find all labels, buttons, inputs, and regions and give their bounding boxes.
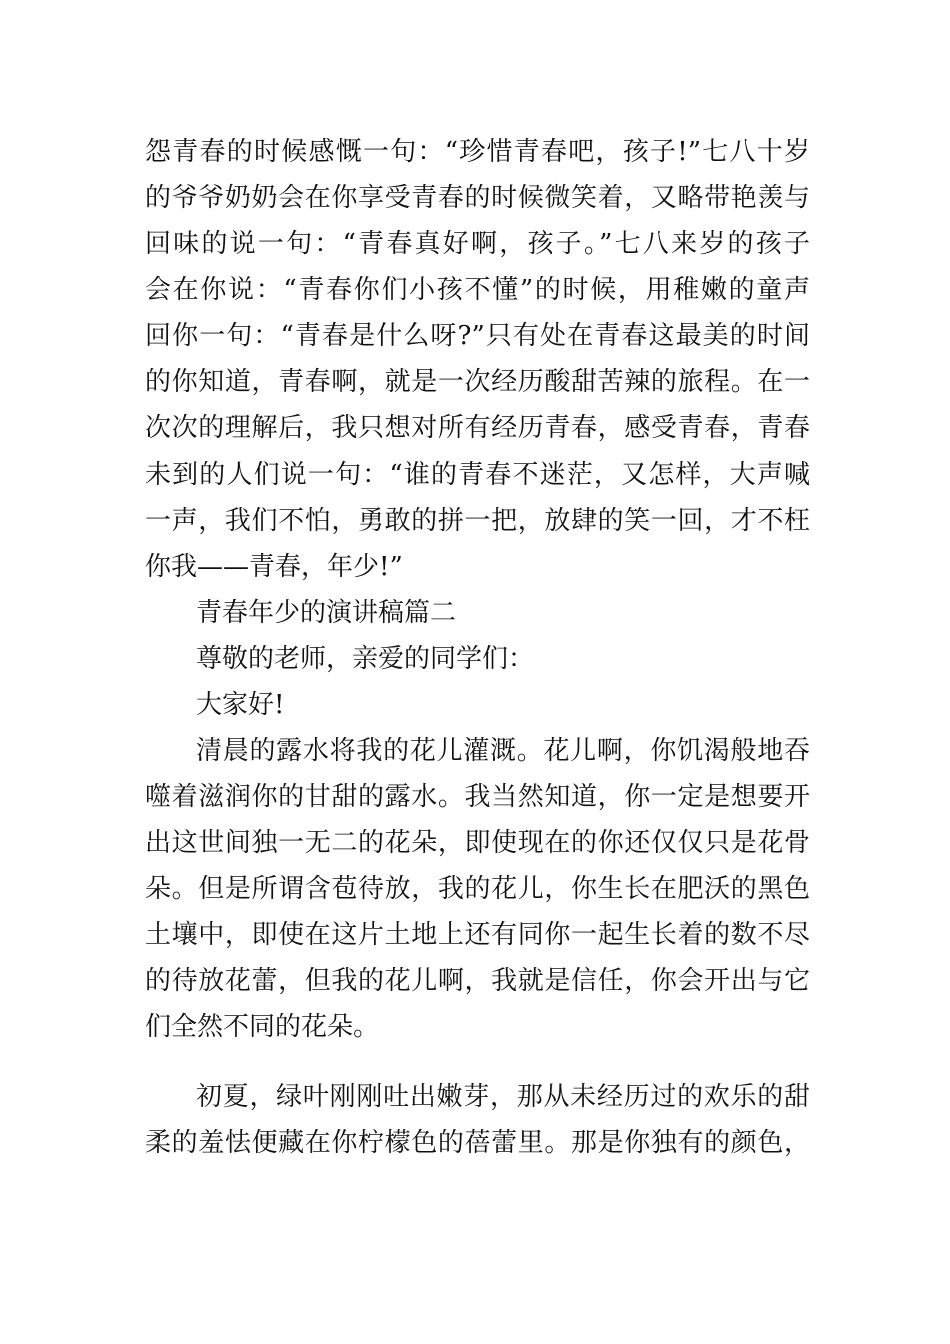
- paragraph-line: 噬着滋润你的甘甜的露水。我当然知道，你一定是想要开: [145, 782, 810, 812]
- section-title: 青春年少的演讲稿篇二: [196, 598, 457, 628]
- paragraph-line: 的你知道，青春啊，就是一次经历酸甜苦辣的旅程。在一: [145, 367, 810, 397]
- paragraph-line: 一声，我们不怕，勇敢的拼一把，放肆的笑一回，才不枉: [145, 506, 810, 536]
- paragraph-line: 回你一句：“青春是什么呀?”只有处在青春这最美的时间: [145, 321, 810, 351]
- paragraph-line: 的爷爷奶奶会在你享受青春的时候微笑着，又略带艳羡与: [145, 183, 810, 213]
- paragraph-line: 次次的理解后，我只想对所有经历青春，感受青春，青春: [145, 413, 810, 443]
- paragraph-line: 会在你说：“青春你们小孩不懂”的时候，用稚嫩的童声: [145, 275, 810, 305]
- paragraph-line: 你我——青春，年少!”: [145, 552, 403, 582]
- paragraph-line: 初夏，绿叶刚刚吐出嫩芽，那从未经历过的欢乐的甜: [196, 1082, 810, 1112]
- paragraph-line: 朵。但是所谓含苞待放，我的花儿，你生长在肥沃的黑色: [145, 874, 810, 904]
- paragraph-line: 怨青春的时候感慨一句：“珍惜青春吧，孩子!”七八十岁: [145, 137, 810, 167]
- paragraph-line: 的待放花蕾，但我的花儿啊，我就是信任，你会开出与它: [145, 966, 810, 996]
- greeting: 大家好!: [196, 690, 285, 720]
- salutation: 尊敬的老师，亲爱的同学们：: [196, 644, 535, 674]
- paragraph-line: 回味的说一句：“青春真好啊，孩子。”七八来岁的孩子: [145, 229, 810, 259]
- paragraph-line: 清晨的露水将我的花儿灌溉。花儿啊，你饥渴般地吞: [196, 736, 810, 766]
- paragraph-line: 土壤中，即使在这片土地上还有同你一起生长着的数不尽: [145, 920, 810, 950]
- paragraph-line: 出这世间独一无二的花朵，即使现在的你还仅仅只是花骨: [145, 828, 810, 858]
- paragraph-line: 未到的人们说一句：“谁的青春不迷茫，又怎样，大声喊: [145, 460, 810, 490]
- paragraph-line: 柔的羞怯便藏在你柠檬色的蓓蕾里。那是你独有的颜色，: [145, 1128, 810, 1158]
- paragraph-line: 们全然不同的花朵。: [145, 1012, 380, 1042]
